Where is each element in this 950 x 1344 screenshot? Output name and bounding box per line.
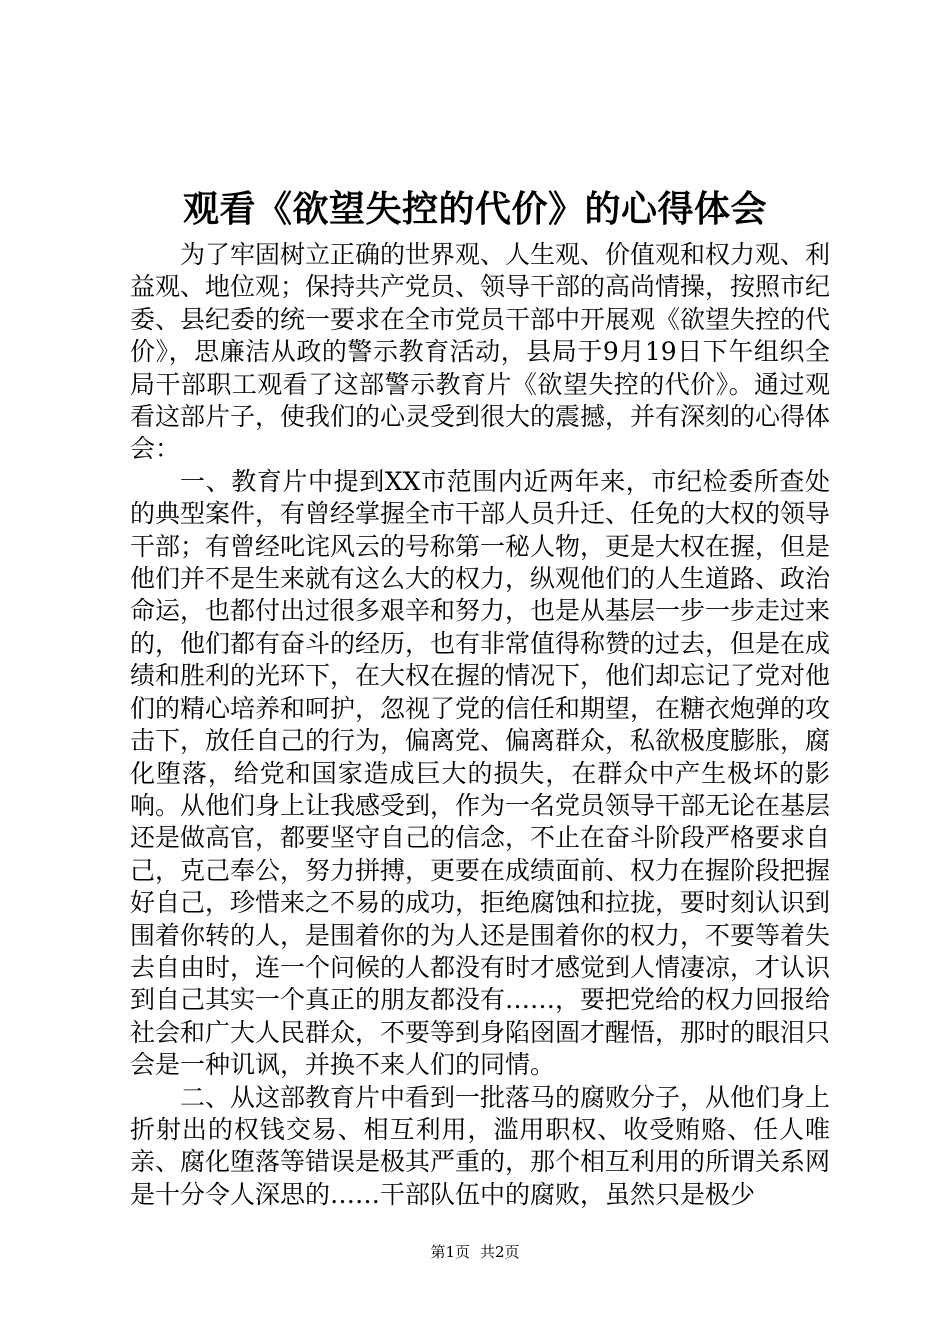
document-title: 观看《欲望失控的代价》的心得体会 [182,188,767,230]
paragraph-point-one: 一、教育片中提到XX市范围内近两年来，市纪检委所查处的典型案件，有曾经掌握全市干部人员升迁、任免的大权的领导干部；有曾经叱诧风云的号称第一秘人物，更是大权在握，但是他们并不是生来就有这么大的权力，纵观他们的人生道路、政治命运，也都付出过很多艰辛和努力，也是从基层一步一步走过来的，他们都有奋斗的经历，也有非常值得称赞的过去，但是在成绩和胜利的光环下，在大权在握的情况下，他们却忘记了党对他们的精心培养和呵护，忽视了党的信任和期望，在糖衣炮弹的攻击下，放任自己的行为，偏离党、偏离群众，私欲极度膨胀，腐化堕落，给党和国家造成巨大的损失，在群众中产生极坏的影响。从他们身上让我感受到，作为一名党员领导干部无论在基层还是做高官，都要坚守自己的信念，不止在奋斗阶段严格要求自己，克己奉公，努力拼搏，更要在成绩面前、权力在握阶段把握好自己，珍惜来之不易的成功，拒绝腐蚀和拉拢，要时刻认识到围着你转的人，是围着你的为人还是围着你的权力，不要等着失去自由时，连一个问候的人都没有时才感觉到人情凄凉，才认识到自己其实一个真正的朋友都没有……，要把党给的权力回报给社会和广大人民群众，不要等到身陷囹圄才醒悟，那时的眼泪只会是一种讥讽，并换不来人们的同情。 [130,466,831,1080]
page-total: 共2页 [480,1243,520,1261]
document-body [130,239,830,1211]
page-footer [0,1241,950,1263]
paragraph-point-two: 二、从这部教育片中看到一批落马的腐败分子，从他们身上折射出的权钱交易、相互利用，滥用职权、收受贿赂、任人唯亲、腐化堕落等错误是极其严重的，那个相互利用的所谓关系网是十分令人深思的……干部队伍中的腐败，虽然只是极少 [130,1082,831,1209]
paragraph-intro: 为了牢固树立正确的世界观、人生观、价值观和权力观、利益观、地位观；保持共产党员、领导干部的高尚情操，按照市纪委、县纪委的统一要求在全市党员干部中开展观《欲望失控的代价》，思廉洁从政的警示教育活动，县局于9月19日下午组织全局干部职工观看了这部警示教育片《欲望失控的代价》。通过观看这部片子，使我们的心灵受到很大的震撼，并有深刻的心得体会： [130,240,831,464]
page-number: 第1页 [430,1243,470,1261]
